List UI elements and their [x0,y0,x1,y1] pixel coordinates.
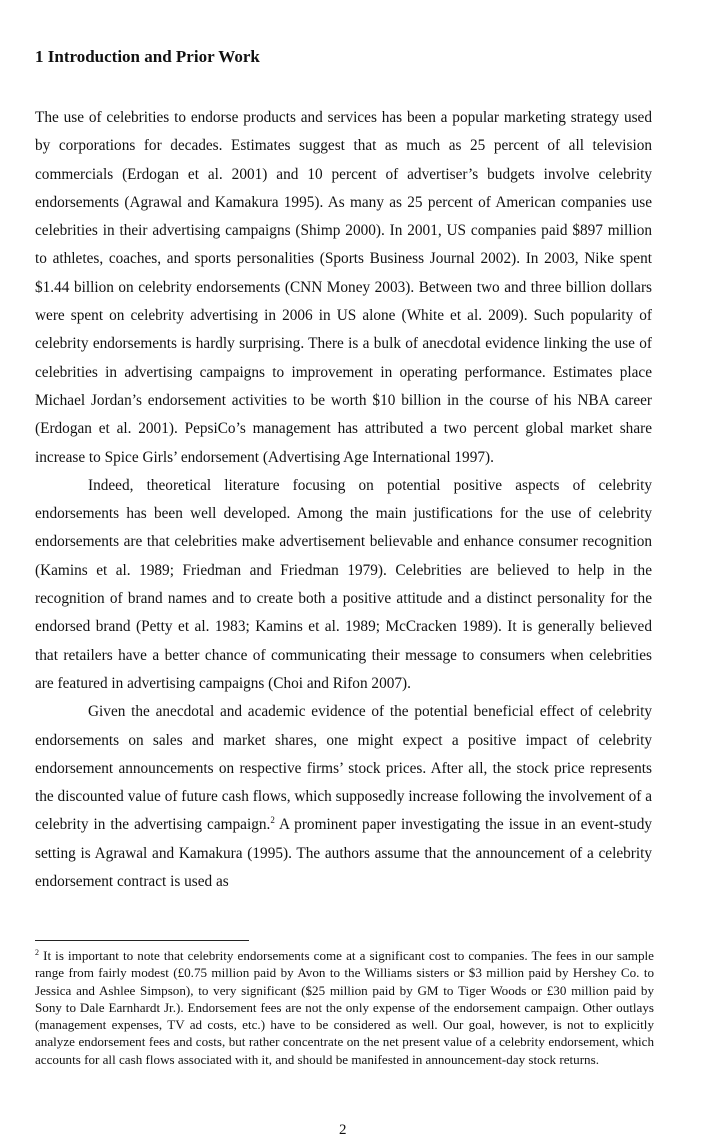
footnote-marker: 2 [35,948,39,957]
body-text [35,104,652,896]
footnote-text: It is important to note that celebrity endorsements come at a significant cost to companies. The fees in our sample range from fairly modest (£0.75 million paid by Avon to the Williams sisters or $3 million paid by Hershey Co. to Jessica and Ashlee Simpson), to very significant ($25 million paid by GM to Tiger Woods or £30 million paid by Sony to Dale Earnhardt Jr.). Endorsement fees are not the only expense of the endorsement campaign. Other outlays (management expenses, TV ad costs, etc.) have to be considered as well. Our goal, however, is not to explicitly analyze endorsement fees and costs, but rather concentrate on the net present value of a celebrity endorsement, which accounts for all cash flows associated with it, and should be manifested in announcement-day stock returns. [35,948,654,1067]
paragraph-3 [35,698,652,896]
footnote-reference: 2 [270,815,275,826]
page-number: 2 [339,1122,347,1138]
paragraph-3-text-before-note: Given the anecdotal and academic evidence of the potential beneficial effect of celebrity endorsements on sales and market shares, one might expect a positive impact of celebrity endorsement announcements on respective firms’ stock prices. After all, the stock price represents the discounted value of future cash flows, which supposedly increase following the involvement of a celebrity in the advertising campaign. [35,703,652,834]
paragraph-1-text: The use of celebrities to endorse products and services has been a popular marketing strategy used by corporations for decades. Estimates suggest that as much as 25 percent of all television commercials (Erdogan et al. 2001) and 10 percent of advertiser’s budgets involve celebrity endorsements (Agrawal and Kamakura 1995). As many as 25 percent of American companies use celebrities in their advertising campaigns (Shimp 2000). In 2001, US companies paid $897 million to athletes, coaches, and sports personalities (Sports Business Journal 2002). In 2003, Nike spent $1.44 billion on celebrity endorsements (CNN Money 2003). Between two and three billion dollars were spent on celebrity advertising in 2006 in US alone (White et al. 2009). Such popularity of celebrity endorsements is hardly surprising. There is a bulk of anecdotal evidence linking the use of celebrities in advertising campaigns to improvement in operating performance. Estimates place Michael Jordan’s endorsement activities to be worth $10 billion in the course of his NBA career (Erdogan et al. 2001). PepsiCo’s management has attributed a two percent global market share increase to Spice Girls’ endorsement (Advertising Age International 1997). [35,109,652,466]
paragraph-2 [35,472,652,698]
paragraph-3-text-after-note: A prominent paper investigating the issue in an event-study setting is Agrawal and Kamakura (1995). The authors assume that the announcement of a celebrity endorsement contract is used as [35,816,652,891]
section-heading: 1 Introduction and Prior Work [35,47,260,66]
paragraph-1 [35,104,652,472]
paragraph-2-text: Indeed, theoretical literature focusing on potential positive aspects of celebrity endorsements has been well developed. Among the main justifications for the use of celebrity endorsements are that celebrities make advertisement believable and enhance consumer recognition (Kamins et al. 1989; Friedman and Friedman 1979). Celebrities are believed to help in the recognition of brand names and to create both a positive attitude and a distinct personality for the endorsed brand (Petty et al. 1983; Kamins et al. 1989; McCracken 1989). It is generally believed that retailers have a better chance of communicating their message to consumers when celebrities are featured in advertising campaigns (Choi and Rifon 2007). [35,476,652,692]
footnote-divider [35,940,249,941]
footnote [35,947,654,1068]
